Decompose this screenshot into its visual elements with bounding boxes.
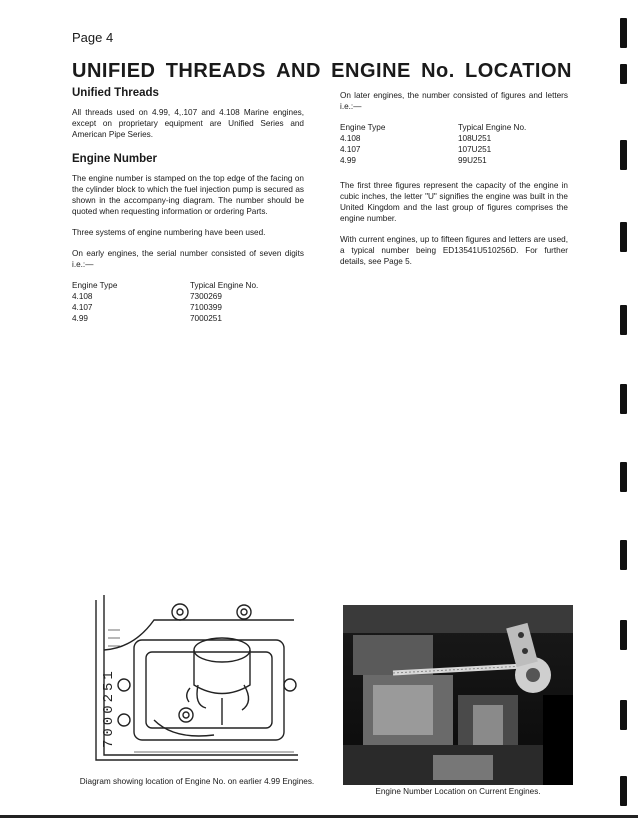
engine-photograph [343, 605, 573, 785]
title-word: ENGINE [331, 60, 411, 82]
table-cell: 7300269 [190, 292, 222, 301]
table-row [340, 133, 568, 144]
table-header: Typical Engine No. [458, 123, 527, 132]
early-engines-text: On early engines, the serial number consisted of seven digits i.e.:— [72, 249, 304, 269]
left-column [72, 88, 304, 334]
title-word: THREADS [165, 60, 266, 82]
engine-photo [343, 605, 573, 785]
heading-unified-threads: Unified Threads [72, 87, 159, 99]
table-row [72, 313, 304, 324]
table-cell: 4.99 [340, 156, 356, 165]
table-cell: 4.108 [340, 134, 361, 143]
page-title [72, 60, 572, 83]
table-cell: 107U251 [458, 145, 492, 154]
table-row [72, 291, 304, 302]
table-header: Engine Type [72, 281, 118, 290]
table-cell: 7100399 [190, 303, 222, 312]
capacity-explanation-text: The first three figures represent the capacity of the engine in cubic inches, the letter "U" signifies the engine was built in the United Kingdom and the last group of figures comprises the engine number. [340, 181, 568, 223]
page-number: Page 4 [72, 30, 114, 45]
title-word: AND [276, 60, 321, 82]
title-word: UNIFIED [72, 60, 156, 82]
current-engines-text: With current engines, up to fifteen figures and letters are used, a typical number being ED13541U510256D. For further details, see Page 5. [340, 235, 568, 266]
title-word: No. [421, 60, 455, 82]
table-header: Engine Type [340, 123, 386, 132]
table-row [72, 302, 304, 313]
table-header: Typical Engine No. [190, 281, 259, 290]
engine-number-diagram [94, 590, 298, 776]
table-header-row [340, 122, 568, 133]
right-figure-caption: Engine Number Location on Current Engines. [375, 787, 541, 796]
table-cell: 7000251 [190, 314, 222, 323]
table-cell: 99U251 [458, 156, 487, 165]
unified-threads-text: All threads used on 4.99, 4,.107 and 4.108 Marine engines, except on proprietary equipment are Unified Series and American Pipe Series. [72, 108, 304, 139]
engine-number-text: The engine number is stamped on the top edge of the facing on the cylinder block to which the fuel injection pump is secured as shown in the accompany-ing diagram. The number should be quoted when requesting information or ordering Parts. [72, 174, 304, 216]
table-cell: 108U251 [458, 134, 492, 143]
stamped-engine-number: 7000251 [101, 668, 117, 748]
later-engines-text: On later engines, the number consisted of figures and letters i.e.:— [340, 91, 568, 111]
table-cell: 4.108 [72, 292, 93, 301]
bottom-rule [0, 815, 638, 818]
table-cell: 4.107 [340, 145, 361, 154]
title-word: LOCATION [465, 60, 572, 82]
table-cell: 4.107 [72, 303, 93, 312]
left-figure-caption: Diagram showing location of Engine No. on earlier 4.99 Engines. [79, 777, 315, 786]
table-row [340, 144, 568, 155]
right-column [340, 90, 568, 277]
later-engine-table [340, 122, 568, 166]
heading-engine-number: Engine Number [72, 153, 157, 165]
table-row [340, 155, 568, 166]
binder-marks [620, 0, 630, 825]
table-cell: 4.99 [72, 314, 88, 323]
early-engine-table [72, 280, 304, 324]
engine-block-illustration [94, 590, 298, 776]
numbering-systems-text: Three systems of engine numbering have been used. [72, 228, 266, 237]
table-header-row [72, 280, 304, 291]
